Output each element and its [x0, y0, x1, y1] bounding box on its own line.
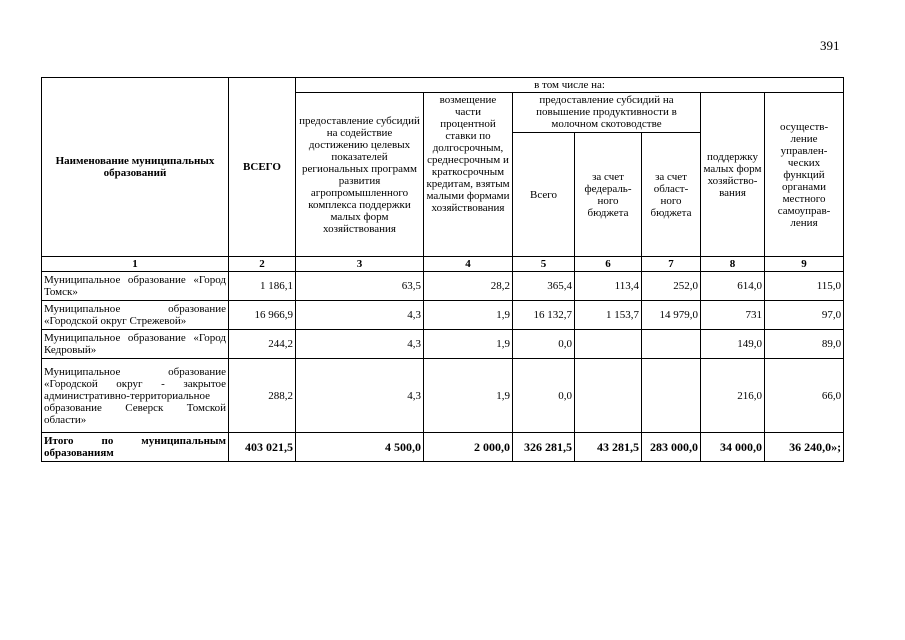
cell-col9: 66,0: [765, 359, 844, 433]
header-municipality-name: Наименование муниципальных образований: [42, 78, 229, 257]
table-row: [42, 330, 844, 359]
header-total: ВСЕГО: [229, 78, 296, 257]
total-row-name: Итого по муниципальным образованиям: [42, 433, 229, 462]
cell-col9: 89,0: [765, 330, 844, 359]
cell-col5: 365,4: [513, 272, 575, 301]
total-cell-col7: 283 000,0: [642, 433, 701, 462]
cell-col8: 731: [701, 301, 765, 330]
column-number-9: 9: [765, 257, 844, 272]
cell-col3: 63,5: [296, 272, 424, 301]
cell-col9: 115,0: [765, 272, 844, 301]
cell-col3: 4,3: [296, 330, 424, 359]
total-cell-col5: 326 281,5: [513, 433, 575, 462]
cell-col8: 149,0: [701, 330, 765, 359]
cell-col7: 14 979,0: [642, 301, 701, 330]
total-row: [42, 433, 844, 462]
cell-total: 244,2: [229, 330, 296, 359]
cell-col4: 28,2: [424, 272, 513, 301]
row-name: Муниципальное образование «Городской округ Стрежевой»: [42, 301, 229, 330]
header-col8-small-farms: поддержку малых форм хозяйство-вания: [701, 93, 765, 257]
cell-col4: 1,9: [424, 301, 513, 330]
column-number-2: 2: [229, 257, 296, 272]
total-cell-col3: 4 500,0: [296, 433, 424, 462]
column-number-3: 3: [296, 257, 424, 272]
cell-col5: 16 132,7: [513, 301, 575, 330]
column-number-4: 4: [424, 257, 513, 272]
cell-col7: [642, 330, 701, 359]
cell-col6: [575, 330, 642, 359]
cell-total: 288,2: [229, 359, 296, 433]
cell-col6: 1 153,7: [575, 301, 642, 330]
column-number-1: 1: [42, 257, 229, 272]
column-number-8: 8: [701, 257, 765, 272]
total-cell-col6: 43 281,5: [575, 433, 642, 462]
total-cell-col4: 2 000,0: [424, 433, 513, 462]
subsidy-distribution-table: [41, 77, 844, 462]
column-number-5: 5: [513, 257, 575, 272]
table-row: [42, 359, 844, 433]
header-col9-management-functions: осуществ-ление управлен-ческих функций органами местного самоуправ-ления: [765, 93, 844, 257]
column-number-6: 6: [575, 257, 642, 272]
cell-col3: 4,3: [296, 359, 424, 433]
table-row: [42, 272, 844, 301]
cell-col3: 4,3: [296, 301, 424, 330]
total-cell-total: 403 021,5: [229, 433, 296, 462]
column-number-7: 7: [642, 257, 701, 272]
header-col4-interest-rate: возмещение части процентной ставки по долгосрочным, среднесрочным и краткосрочным кредитам, взятым малыми формами хозяйствования: [424, 93, 513, 257]
table-row: [42, 301, 844, 330]
cell-col8: 614,0: [701, 272, 765, 301]
cell-col5: 0,0: [513, 359, 575, 433]
cell-col7: [642, 359, 701, 433]
row-name: Муниципальное образование «Городской округ - закрытое административно-территориальное образование Северск Томской области»: [42, 359, 229, 433]
total-cell-col8: 34 000,0: [701, 433, 765, 462]
cell-col5: 0,0: [513, 330, 575, 359]
header-col6-federal-budget: за счет федераль-ного бюджета: [575, 133, 642, 257]
cell-total: 16 966,9: [229, 301, 296, 330]
header-including-group: в том числе на:: [296, 78, 844, 93]
cell-col7: 252,0: [642, 272, 701, 301]
cell-col9: 97,0: [765, 301, 844, 330]
total-cell-col9: 36 240,0»;: [765, 433, 844, 462]
row-name: Муниципальное образование «Город Томск»: [42, 272, 229, 301]
page-number: 391: [820, 38, 840, 53]
cell-col6: [575, 359, 642, 433]
cell-col8: 216,0: [701, 359, 765, 433]
cell-total: 1 186,1: [229, 272, 296, 301]
header-col3-target-indicators: предоставление субсидий на содействие достижению целевых показателей региональных программ развития агропромышленного комплекса поддержки малых форм хозяйствования: [296, 93, 424, 257]
header-dairy-subsidies-group: предоставление субсидий на повышение продуктивности в молочном скотоводстве: [513, 93, 701, 133]
header-col5-dairy-total: Всего: [513, 133, 575, 257]
cell-col4: 1,9: [424, 330, 513, 359]
row-name: Муниципальное образование «Город Кедровый»: [42, 330, 229, 359]
cell-col6: 113,4: [575, 272, 642, 301]
cell-col4: 1,9: [424, 359, 513, 433]
header-col7-regional-budget: за счет област-ного бюджета: [642, 133, 701, 257]
